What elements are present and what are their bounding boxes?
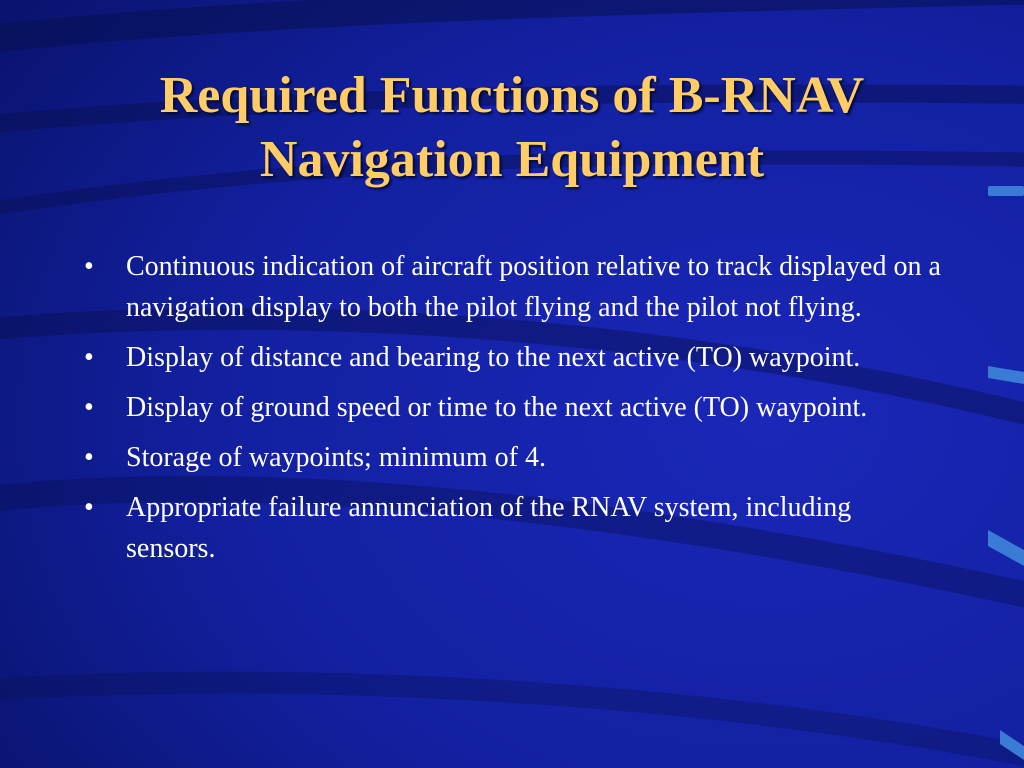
bullet-text: Display of distance and bearing to the next active (TO) waypoint. [126, 342, 861, 373]
list-item [84, 246, 944, 328]
list-item [84, 387, 944, 428]
slide-title-line-2: Navigation Equipment [259, 131, 765, 188]
slide-title-line-1: Required Functions of B-RNAV [159, 67, 865, 124]
bullet-list [84, 246, 944, 578]
list-item [84, 337, 944, 378]
slide-title [0, 64, 1024, 192]
bullet-icon: • [84, 442, 94, 473]
list-item [84, 437, 944, 478]
bullet-icon: • [84, 492, 94, 523]
bullet-text: Display of ground speed or time to the next active (TO) waypoint. [126, 392, 868, 423]
bullet-icon: • [84, 392, 94, 423]
bullet-text: Storage of waypoints; minimum of 4. [126, 442, 546, 473]
bullet-text: Appropriate failure annunciation of the RNAV system, including sensors. [126, 492, 852, 564]
bullet-icon: • [84, 251, 94, 282]
bullet-text: Continuous indication of aircraft position relative to track displayed on a navigation display to both the pilot flying and the pilot not flying. [126, 251, 941, 323]
bullet-icon: • [84, 342, 94, 373]
list-item [84, 487, 944, 569]
